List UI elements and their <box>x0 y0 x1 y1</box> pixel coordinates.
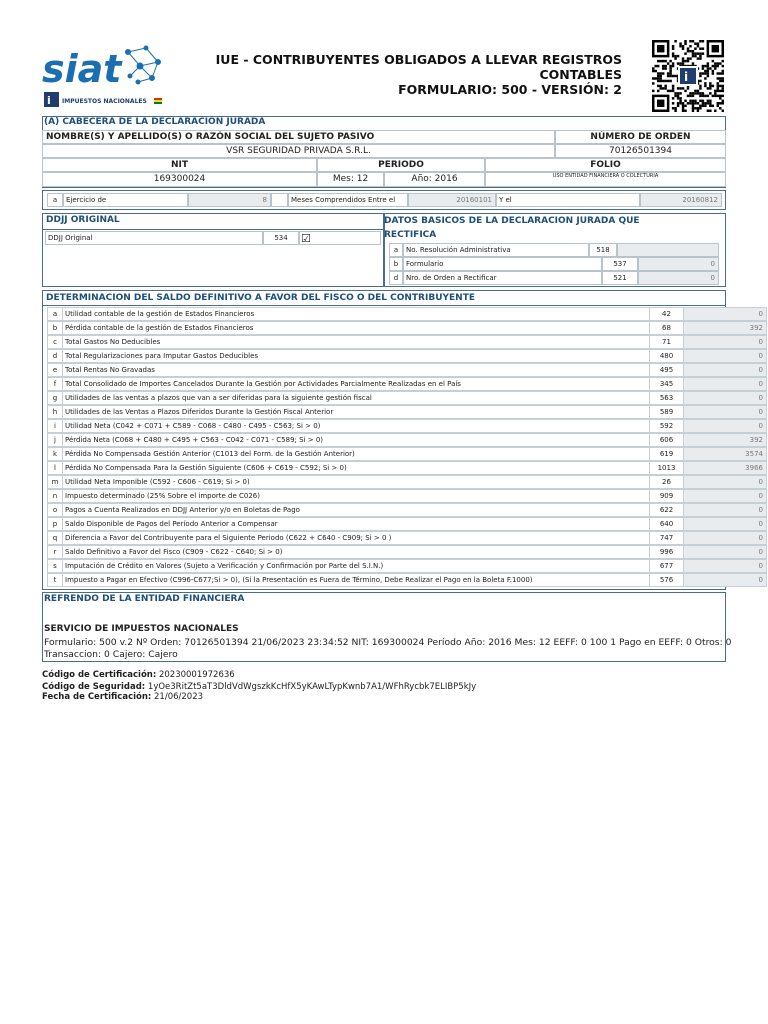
row-code: 640 <box>650 517 684 531</box>
folio-note: USO ENTIDAD FINANCIERA O COLECTURIA <box>485 172 726 187</box>
title-line1: IUE - CONTRIBUYENTES OBLIGADOS A LLEVAR REGISTROS <box>215 52 622 67</box>
fecha-cert-label: Fecha de Certificación: <box>42 692 152 702</box>
determinacion-divider <box>42 305 726 306</box>
table-row <box>47 531 763 545</box>
row-value: 0 <box>684 475 767 489</box>
row-description: Total Consolidado de Importes Cancelados Durante la Gestión por Actividades Parcialmente Realizadas en el País <box>63 377 650 391</box>
table-row <box>47 475 763 489</box>
row-value: 0 <box>684 405 767 419</box>
form-title <box>190 52 622 97</box>
row-letter: i <box>47 419 63 433</box>
table-row <box>47 461 763 475</box>
row-value: 0 <box>684 349 767 363</box>
rectifica-label: Formulario <box>403 257 602 271</box>
row-code: 996 <box>650 545 684 559</box>
rectifica-title-line1: DATOS BASICOS DE LA DECLARACION JURADA QUE <box>384 216 640 226</box>
table-row <box>47 447 763 461</box>
codigo-certificacion <box>42 670 235 680</box>
row-value: 0 <box>684 391 767 405</box>
row-code: 747 <box>650 531 684 545</box>
row-letter: m <box>47 475 63 489</box>
row-code: 68 <box>650 321 684 335</box>
row-code: 42 <box>650 307 684 321</box>
rectifica-code: 537 <box>602 257 638 271</box>
codigo-cert-value: 20230001972636 <box>158 670 235 680</box>
row-code: 345 <box>650 377 684 391</box>
title-line3: FORMULARIO: 500 - VERSIÓN: 2 <box>398 82 622 97</box>
rectifica-label: Nro. de Orden a Rectificar <box>403 271 602 285</box>
row-letter: q <box>47 531 63 545</box>
row-code: 563 <box>650 391 684 405</box>
codigo-cert-label: Código de Certificación: <box>42 670 157 680</box>
periodo-anio: Año: 2016 <box>384 172 485 187</box>
row-value: 0 <box>684 307 767 321</box>
row-letter: c <box>47 335 63 349</box>
row-code: 592 <box>650 419 684 433</box>
ejercicio-letter: a <box>47 193 63 207</box>
row-letter: b <box>47 321 63 335</box>
row-letter: k <box>47 447 63 461</box>
row-letter: p <box>47 517 63 531</box>
siat-logo <box>42 44 167 110</box>
determinacion-title: DETERMINACION DEL SALDO DEFINITIVO A FAVOR DEL FISCO O DEL CONTRIBUYENTE <box>46 293 475 303</box>
row-letter: g <box>47 391 63 405</box>
row-letter: a <box>47 307 63 321</box>
y-el-label: Y el <box>496 193 640 207</box>
row-letter: s <box>47 559 63 573</box>
row-code: 576 <box>650 573 684 587</box>
order-label: NÚMERO DE ORDEN <box>555 130 726 144</box>
table-row <box>47 307 763 321</box>
row-value: 0 <box>684 517 767 531</box>
refrendo-title: REFRENDO DE LA ENTIDAD FINANCIERA <box>44 594 245 604</box>
row-description: Impuesto determinado (25% Sobre el importe de C026) <box>63 489 650 503</box>
row-description: Pérdida Neta (C068 + C480 + C495 + C563 - C042 - C071 - C589; Si > 0) <box>63 433 650 447</box>
row-code: 1013 <box>650 461 684 475</box>
name-label: NOMBRE(S) Y APELLIDO(S) O RAZÓN SOCIAL DEL SUJETO PASIVO <box>42 130 555 144</box>
row-value: 0 <box>684 363 767 377</box>
rectifica-letter: d <box>389 271 403 285</box>
row-description: Pérdida No Compensada Gestión Anterior (C1013 del Form. de la Gestión Anterior) <box>63 447 650 461</box>
meses-label: Meses Comprendidos Entre el <box>288 193 408 207</box>
row-letter: l <box>47 461 63 475</box>
row-description: Saldo Disponible de Pagos del Período Anterior a Compensar <box>63 517 650 531</box>
logo-text: siat <box>42 47 122 91</box>
codigo-seg-value: 1yOe3RitZt5aT3DldVdWgszkKcHfX5yKAwLTypKwnb7A1/WFhRycbk7ELIBP5kJy <box>147 682 477 692</box>
table-row <box>47 545 763 559</box>
fecha-hasta: 20160812 <box>640 193 722 207</box>
row-letter: r <box>47 545 63 559</box>
ddjj-divider <box>42 229 384 230</box>
qr-code-icon <box>652 40 724 112</box>
section-a-title: (A) CABECERA DE LA DECLARACION JURADA <box>44 117 266 127</box>
ejercicio-value: 8 <box>188 193 271 207</box>
ddjj-code: 534 <box>263 231 299 245</box>
table-row <box>47 503 763 517</box>
row-value: 0 <box>684 419 767 433</box>
row-description: Total Rentas No Gravadas <box>63 363 650 377</box>
rectifica-title <box>384 214 640 242</box>
row-code: 909 <box>650 489 684 503</box>
rectifica-title-line2: RECTIFICA <box>384 230 437 240</box>
fecha-cert-value: 21/06/2023 <box>154 692 204 702</box>
table-row <box>47 349 763 363</box>
row-description: Total Regularizaciones para Imputar Gastos Deducibles <box>63 349 650 363</box>
codigo-seg-label: Código de Seguridad: <box>42 682 146 692</box>
row-code: 26 <box>650 475 684 489</box>
periodo-mes: Mes: 12 <box>317 172 384 187</box>
ddjj-checkbox[interactable]: ☑ <box>299 231 381 245</box>
logo-sub: IMPUESTOS NACIONALES <box>62 98 147 105</box>
rectifica-code: 518 <box>589 243 617 257</box>
title-line2: CONTABLES <box>539 67 622 82</box>
ejercicio-label: Ejercicio de <box>63 193 188 207</box>
taxpayer-name: VSR SEGURIDAD PRIVADA S.R.L. <box>42 144 555 158</box>
row-letter: t <box>47 573 63 587</box>
row-code: 480 <box>650 349 684 363</box>
refrendo-line2: Transaccion: 0 Cajero: Cajero <box>44 649 178 660</box>
row-letter: o <box>47 503 63 517</box>
row-code: 606 <box>650 433 684 447</box>
row-description: Utilidad Neta (C042 + C071 + C589 - C068 - C480 - C495 - C563; Si > 0) <box>63 419 650 433</box>
table-row <box>47 321 763 335</box>
ddjj-label: DDJJ Original <box>45 231 263 245</box>
row-value: 392 <box>684 321 767 335</box>
row-letter: j <box>47 433 63 447</box>
row-code: 589 <box>650 405 684 419</box>
table-row <box>47 489 763 503</box>
table-row <box>47 405 763 419</box>
folio-label: FOLIO <box>485 158 726 172</box>
table-row <box>47 335 763 349</box>
order-number: 70126501394 <box>555 144 726 158</box>
row-letter: n <box>47 489 63 503</box>
row-description: Pérdida contable de la gestión de Estados Financieros <box>63 321 650 335</box>
row-code: 619 <box>650 447 684 461</box>
row-description: Utilidades de las Ventas a Plazos Diferidos Durante la Gestión Fiscal Anterior <box>63 405 650 419</box>
row-value: 3966 <box>684 461 767 475</box>
rectifica-letter: b <box>389 257 403 271</box>
row-description: Impuesto a Pagar en Efectivo (C996-C677;Si > 0), (Si la Presentación es Fuera de Término, Debe Realizar el Pago en la Boleta F.1000) <box>63 573 650 587</box>
row-value: 0 <box>684 335 767 349</box>
row-description: Pérdida No Compensada Para la Gestión Siguiente (C606 + C619 - C592; Si > 0) <box>63 461 650 475</box>
row-value: 0 <box>684 545 767 559</box>
ddjj-title: DDJJ ORIGINAL <box>46 215 120 225</box>
fecha-desde: 20160101 <box>408 193 496 207</box>
row-letter: e <box>47 363 63 377</box>
row-description: Utilidad Neta Imponible (C592 - C606 - C619; Si > 0) <box>63 475 650 489</box>
row-code: 622 <box>650 503 684 517</box>
row-letter: h <box>47 405 63 419</box>
row-value: 0 <box>684 559 767 573</box>
nit-label: NIT <box>42 158 317 172</box>
rectifica-value: 0 <box>638 271 719 285</box>
row-code: 677 <box>650 559 684 573</box>
row-description: Utilidades de las ventas a plazos que van a ser diferidas para la siguiente gestión fiscal <box>63 391 650 405</box>
row-description: Diferencia a Favor del Contribuyente para el Siguiente Periodo (C622 + C640 - C909; Si > 0 ) <box>63 531 650 545</box>
refrendo-line1: Formulario: 500 v.2 Nº Orden: 70126501394 21/06/2023 23:34:52 NIT: 169300024 Período Año: 2016 Mes: 12 EEFF: 0 100 1 Pago en EEFF: 0 Otros: 0 <box>44 637 732 648</box>
row-description: Utilidad contable de la gestión de Estados Financieros <box>63 307 650 321</box>
row-letter: f <box>47 377 63 391</box>
rectifica-label: No. Resolución Administrativa <box>403 243 589 257</box>
rectifica-letter: a <box>389 243 403 257</box>
table-row <box>47 573 763 587</box>
table-row <box>47 377 763 391</box>
rectifica-code: 521 <box>602 271 638 285</box>
row-value: 0 <box>684 573 767 587</box>
row-description: Saldo Definitivo a Favor del Fisco (C909 - C622 - C640; Si > 0) <box>63 545 650 559</box>
table-row <box>47 517 763 531</box>
table-row <box>47 559 763 573</box>
refrendo-servicio: SERVICIO DE IMPUESTOS NACIONALES <box>44 624 239 634</box>
row-value: 0 <box>684 377 767 391</box>
nit-value: 169300024 <box>42 172 317 187</box>
table-row <box>47 433 763 447</box>
row-description: Pagos a Cuenta Realizados en DDJJ Anterior y/o en Boletas de Pago <box>63 503 650 517</box>
row-value: 0 <box>684 531 767 545</box>
row-code: 495 <box>650 363 684 377</box>
table-row <box>47 363 763 377</box>
row-description: Total Gastos No Deducibles <box>63 335 650 349</box>
row-value: 0 <box>684 489 767 503</box>
row-value: 0 <box>684 503 767 517</box>
row-value: 3574 <box>684 447 767 461</box>
row-letter: d <box>47 349 63 363</box>
table-row <box>47 391 763 405</box>
table-row <box>47 419 763 433</box>
svg-text:i: i <box>47 94 51 107</box>
periodo-label: PERIODO <box>317 158 485 172</box>
svg-text:i: i <box>684 70 689 84</box>
row-value: 392 <box>684 433 767 447</box>
fecha-certificacion <box>42 692 203 702</box>
ejercicio-spacer <box>271 193 288 207</box>
row-code: 71 <box>650 335 684 349</box>
row-description: Imputación de Crédito en Valores (Sujeto a Verificación y Confirmación por Parte del S.I.N.) <box>63 559 650 573</box>
rectifica-value: 0 <box>638 257 719 271</box>
codigo-seguridad <box>42 682 476 692</box>
rectifica-value <box>617 243 719 257</box>
